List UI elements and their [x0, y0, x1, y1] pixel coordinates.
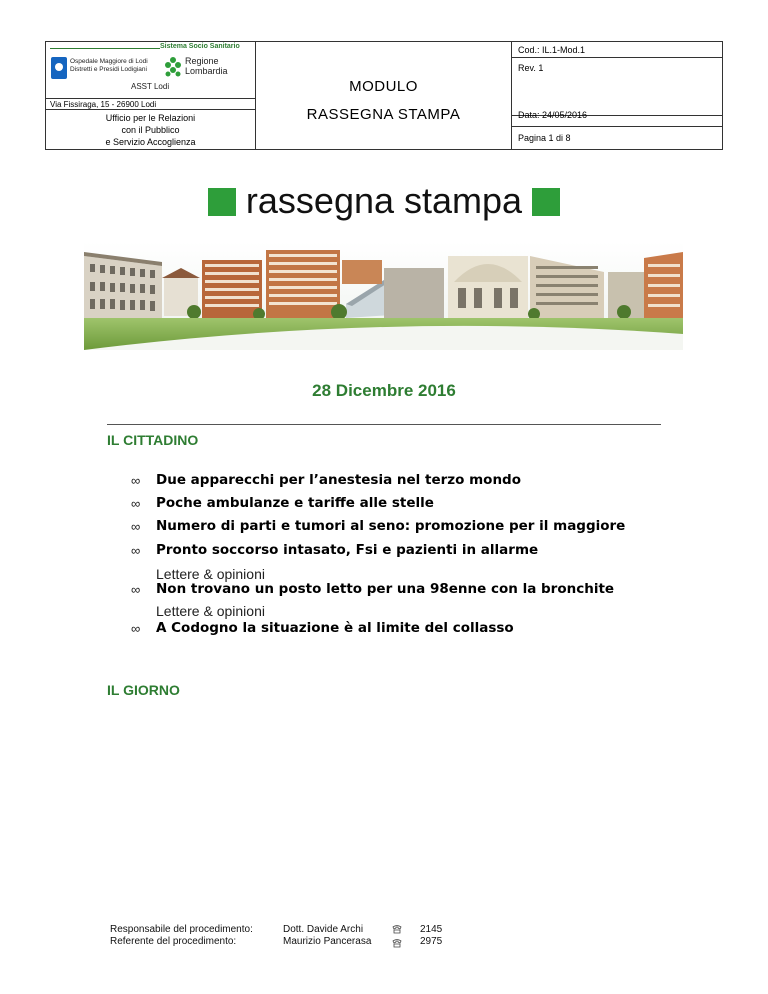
- doc-code: Cod.: IL.1-Mod.1: [512, 42, 723, 58]
- phone-icon: [392, 938, 402, 948]
- responsible-label: Responsabile del procedimento:: [110, 924, 253, 935]
- logo-region-line1: Regione: [185, 56, 219, 66]
- logo-region-line2: Lombardia: [185, 66, 228, 76]
- bullet-icon: ∞: [131, 543, 141, 558]
- article-kicker: Lettere & opinioni: [156, 566, 265, 582]
- header-left-cell: [46, 42, 256, 149]
- bullet-icon: ∞: [131, 519, 141, 534]
- responsible-name: Dott. Davide Archi: [283, 924, 364, 935]
- article-link[interactable]: Poche ambulanze e tariffe alle stelle: [156, 495, 434, 511]
- bullet-icon: ∞: [131, 496, 141, 511]
- logo-hospital-line1: Ospedale Maggiore di Lodi: [70, 58, 148, 65]
- footer-names: [283, 924, 371, 948]
- office-line2: con il Pubblico: [121, 125, 180, 135]
- referent-name: Maurizio Pancerasa: [283, 936, 372, 947]
- press-review-date: 28 Dicembre 2016: [312, 381, 456, 400]
- bullet-icon: ∞: [131, 582, 141, 597]
- article-link[interactable]: Non trovano un posto letto per una 98enne con la bronchite: [156, 581, 615, 597]
- section-heading-il-cittadino: IL CITTADINO: [107, 432, 199, 448]
- referent-label: Referente del procedimento:: [110, 936, 237, 947]
- article-link[interactable]: Numero di parti e tumori al seno: promozione per il maggiore: [156, 518, 626, 534]
- article-link[interactable]: Pronto soccorso intasato, Fsi e pazienti in allarme: [156, 542, 539, 558]
- section-heading-il-giorno: IL GIORNO: [107, 682, 180, 698]
- regione-lombardia-icon: [164, 56, 182, 78]
- module-subtitle: RASSEGNA STAMPA: [306, 106, 461, 123]
- logo-system-text: Sistema Socio Sanitario: [160, 43, 240, 50]
- logo-asst-text: ASST Lodi: [131, 82, 170, 91]
- doc-revision: Rev. 1: [518, 63, 544, 73]
- doc-date: Data: 24/05/2016: [512, 102, 723, 127]
- bullet-icon: ∞: [131, 473, 141, 488]
- referent-phone: 2975: [420, 936, 443, 947]
- article-kicker: Lettere & opinioni: [156, 603, 265, 619]
- office-line1: Ufficio per le Relazioni: [105, 113, 196, 123]
- page-title-text: rassegna stampa: [245, 180, 523, 221]
- asst-lodi-logo: [46, 42, 255, 98]
- logo-hospital-line2: Distretti e Presidi Lodigiani: [70, 66, 147, 73]
- article-link[interactable]: A Codogno la situazione è al limite del collasso: [156, 620, 514, 636]
- hospital-emblem-icon: [51, 57, 67, 79]
- hospital-buildings-banner: [84, 242, 683, 350]
- green-square-icon: [532, 188, 560, 216]
- logo-rule: [50, 48, 160, 49]
- header-right-cell: [511, 42, 723, 149]
- logo-hospital-text: [70, 58, 148, 74]
- footer-phones: [420, 924, 442, 948]
- footer-phone-icons: [392, 924, 402, 952]
- document-header: [45, 41, 723, 150]
- logo-region-text: [185, 56, 228, 76]
- article-link[interactable]: Due apparecchi per l’anestesia nel terzo mondo: [156, 472, 521, 488]
- page-indicator: Pagina 1 di 8: [518, 133, 571, 143]
- bullet-icon: ∞: [131, 621, 141, 636]
- responsible-phone: 2145: [420, 924, 443, 935]
- office-line3: e Servizio Accoglienza: [105, 137, 196, 147]
- address: Via Fissiraga, 15 - 26900 Lodi: [46, 98, 255, 110]
- office-name: [46, 112, 255, 148]
- green-square-icon: [208, 188, 236, 216]
- divider: [107, 424, 661, 425]
- footer-labels: [110, 924, 253, 948]
- page-title: [0, 180, 768, 222]
- phone-icon: [392, 924, 402, 934]
- module-title: MODULO: [349, 78, 418, 95]
